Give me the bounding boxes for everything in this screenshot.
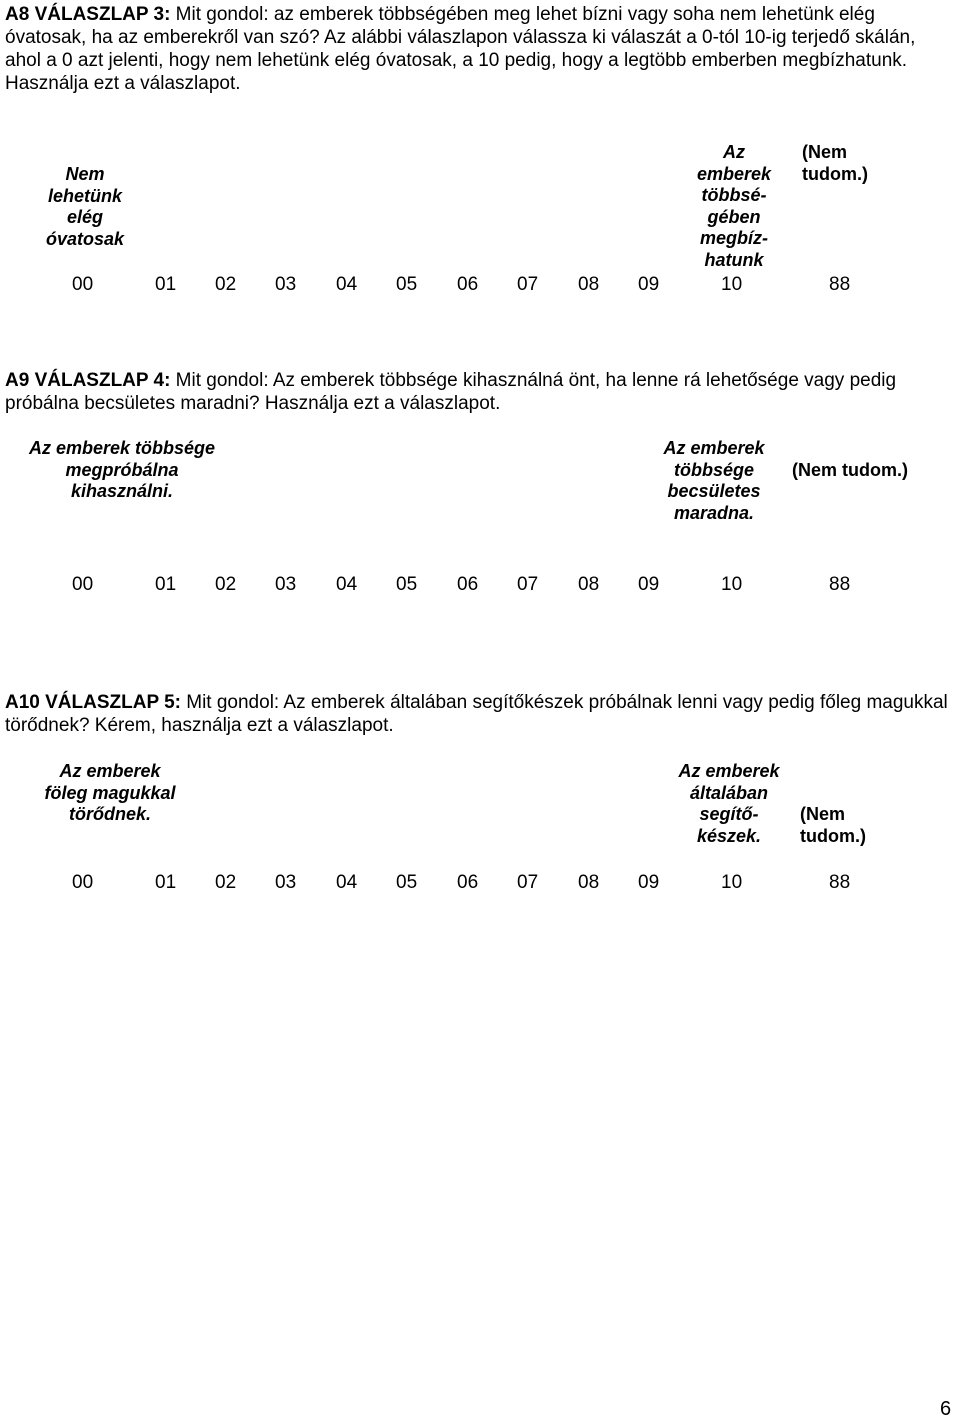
scale-option-01[interactable]: 01 <box>155 274 177 295</box>
scale-option-09[interactable]: 09 <box>638 274 660 295</box>
anchor-line: Az <box>723 142 745 162</box>
scale-option-10[interactable]: 10 <box>721 274 743 295</box>
anchor-line: Az emberek <box>678 761 780 781</box>
scale-option-03[interactable]: 03 <box>275 574 297 595</box>
question-a10 <box>5 691 950 737</box>
right-anchor-a9 <box>652 438 776 524</box>
scale-option-09[interactable]: 09 <box>638 872 660 893</box>
scale-a8 <box>0 273 960 297</box>
scale-option-88[interactable]: 88 <box>829 274 851 295</box>
anchor-line: óvatosak <box>45 228 125 249</box>
dk-anchor-a10 <box>800 804 900 847</box>
question-a9 <box>5 369 950 415</box>
page-number: 6 <box>940 1398 952 1420</box>
anchor-line: Nem <box>65 164 105 184</box>
anchor-line: megpróbálna <box>65 459 179 480</box>
scale-option-00[interactable]: 00 <box>72 574 94 595</box>
scale-option-06[interactable]: 06 <box>457 274 479 295</box>
dk-anchor-a9 <box>792 460 932 482</box>
scale-option-02[interactable]: 02 <box>215 274 237 295</box>
scale-option-00[interactable]: 00 <box>72 872 94 893</box>
scale-a10 <box>0 871 960 895</box>
scale-option-07[interactable]: 07 <box>517 872 539 893</box>
right-anchor-a10 <box>664 761 794 847</box>
anchor-line: Az emberek <box>663 438 765 458</box>
left-anchor-a10 <box>30 761 190 826</box>
left-anchor-a9 <box>12 438 232 503</box>
anchor-line: segítő- <box>699 804 759 824</box>
scale-option-03[interactable]: 03 <box>275 872 297 893</box>
question-label: A9 VÁLASZLAP 4: <box>5 370 171 391</box>
question-text: Mit gondol: Az emberek általában segítőkészek próbálnak lenni vagy pedig főleg magukkal törődnek? Kérem, használja ezt a válaszlapot. <box>5 692 948 736</box>
scale-option-05[interactable]: 05 <box>396 574 418 595</box>
anchor-line: hatunk <box>704 249 764 270</box>
left-anchor-a8 <box>30 164 140 250</box>
question-label: A8 VÁLASZLAP 3: <box>5 4 171 25</box>
anchor-line: (Nem <box>802 142 848 162</box>
scale-option-02[interactable]: 02 <box>215 872 237 893</box>
anchor-line: tudom.) <box>802 163 868 184</box>
scale-option-01[interactable]: 01 <box>155 872 177 893</box>
anchor-line: (Nem tudom.) <box>792 460 908 480</box>
anchor-line: maradna. <box>673 502 755 523</box>
question-a8 <box>5 3 950 95</box>
scale-option-00[interactable]: 00 <box>72 274 94 295</box>
scale-option-10[interactable]: 10 <box>721 574 743 595</box>
scale-option-06[interactable]: 06 <box>457 872 479 893</box>
question-text: Mit gondol: az emberek többségében meg lehet bízni vagy soha nem lehetünk elég óvatosak, ha az emberekről van szó? Az alábbi válaszlapon válassza ki válaszát a 0-tól 10-ig terjedő skálán, ahol a 0 azt jelenti, hogy nem lehetünk elég óvatosak, a 10 pedig, hogy a legtöbb emberben megbízhatunk. Használja ezt a válaszlapot. <box>5 4 916 94</box>
scale-option-08[interactable]: 08 <box>578 872 600 893</box>
anchor-line: tudom.) <box>800 825 866 846</box>
anchor-line: lehetünk <box>47 185 122 206</box>
anchor-line: többsé- <box>701 185 767 205</box>
anchor-line: becsületes <box>667 481 761 501</box>
anchor-line: többsége <box>673 459 754 480</box>
scale-option-10[interactable]: 10 <box>721 872 743 893</box>
scale-option-88[interactable]: 88 <box>829 872 851 893</box>
scale-option-09[interactable]: 09 <box>638 574 660 595</box>
anchor-line: törődnek. <box>68 804 151 824</box>
anchor-line: emberek <box>696 163 772 184</box>
anchor-line: (Nem <box>800 804 846 824</box>
scale-option-06[interactable]: 06 <box>457 574 479 595</box>
anchor-line: készek. <box>696 825 762 846</box>
scale-option-05[interactable]: 05 <box>396 274 418 295</box>
question-text: Mit gondol: Az emberek többsége kihasználná önt, ha lenne rá lehetősége vagy pedig próbálna becsületes maradni? Használja ezt a válaszlapot. <box>5 370 897 414</box>
anchor-line: föleg magukkal <box>44 782 176 803</box>
question-label: A10 VÁLASZLAP 5: <box>5 692 181 713</box>
anchor-line: Az emberek többsége <box>28 438 216 458</box>
right-anchor-a8 <box>684 142 784 271</box>
anchor-line: megbíz- <box>699 228 768 248</box>
scale-option-04[interactable]: 04 <box>336 274 358 295</box>
scale-option-04[interactable]: 04 <box>336 872 358 893</box>
anchor-line: elég <box>66 207 104 227</box>
scale-option-08[interactable]: 08 <box>578 274 600 295</box>
anchor-line: gében <box>707 206 761 227</box>
scale-option-01[interactable]: 01 <box>155 574 177 595</box>
scale-option-88[interactable]: 88 <box>829 574 851 595</box>
scale-a9 <box>0 573 960 597</box>
dk-anchor-a8 <box>802 142 902 185</box>
scale-option-04[interactable]: 04 <box>336 574 358 595</box>
scale-option-02[interactable]: 02 <box>215 574 237 595</box>
scale-option-08[interactable]: 08 <box>578 574 600 595</box>
scale-option-07[interactable]: 07 <box>517 574 539 595</box>
scale-option-05[interactable]: 05 <box>396 872 418 893</box>
anchor-line: Az emberek <box>59 761 161 781</box>
anchor-line: kihasználni. <box>70 481 174 501</box>
scale-option-07[interactable]: 07 <box>517 274 539 295</box>
scale-option-03[interactable]: 03 <box>275 274 297 295</box>
anchor-line: általában <box>689 782 769 803</box>
